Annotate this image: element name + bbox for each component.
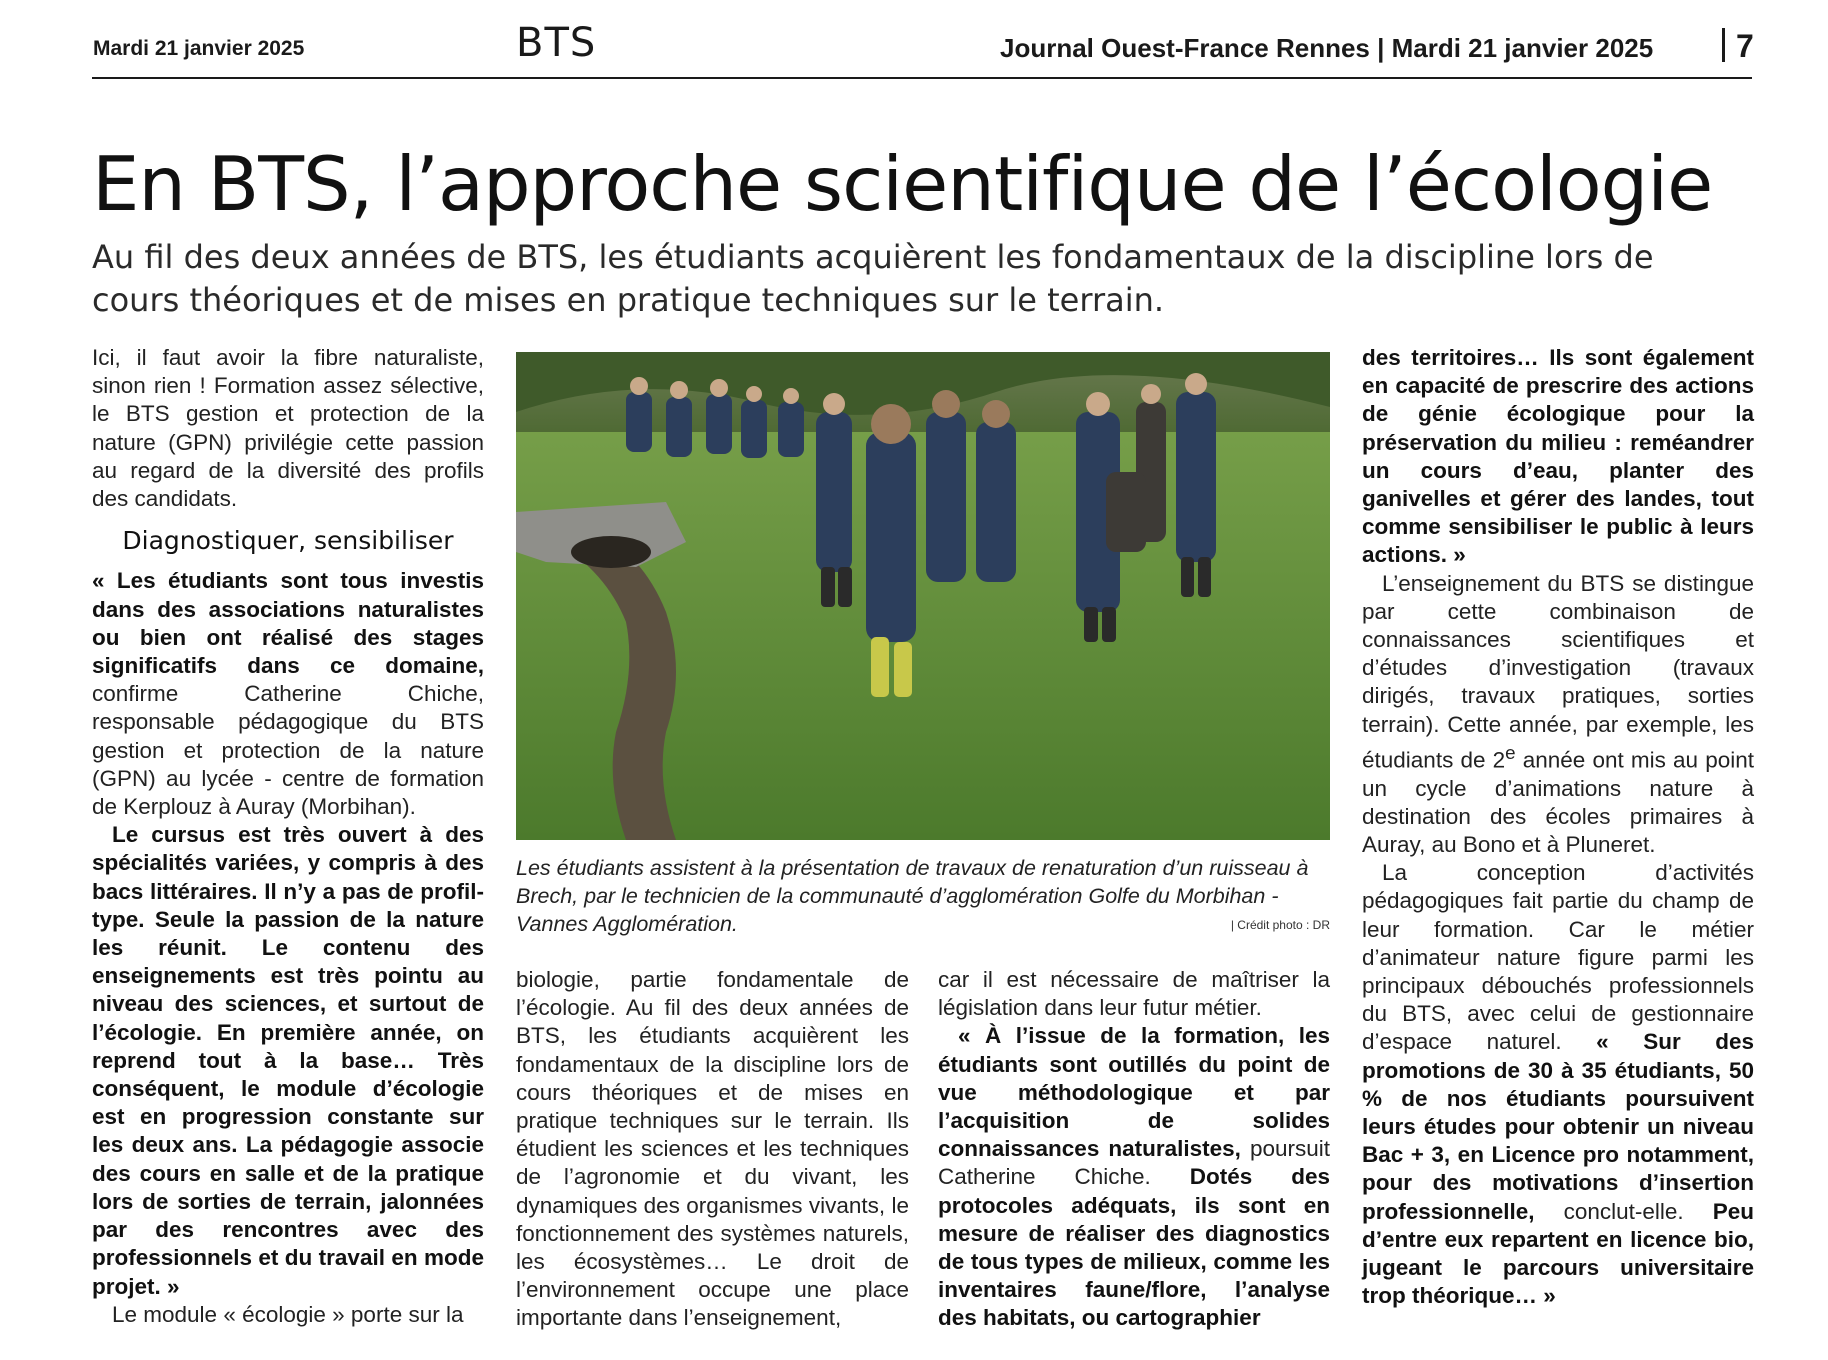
quote-text: « Les étudiants sont tous investis dans des associations naturalistes ou bien ont réalisé des stages significatifs dans ce domaine, <box>92 568 484 679</box>
quote-text: Dotés des protocoles adéquats, ils sont en mesure de réaliser des diagnostics de tous types de milieux, comme les inventaires faune/flore, l’analyse des habitats, ou cartographier <box>938 1164 1330 1331</box>
journal-name: Journal Ouest-France Rennes | Mardi 21 janvier 2025 <box>1000 33 1654 63</box>
header-separator <box>1722 28 1725 62</box>
quote-text: Peu d’entre eux repartent en licence bio, jugeant le parcours universitaire trop théorique… » <box>1362 1198 1754 1309</box>
superscript: e <box>1505 741 1516 763</box>
article-photo <box>516 352 1330 840</box>
intro-paragraph: Ici, il faut avoir la fibre naturaliste, sinon rien ! Formation assez sélective, le BTS gestion et protection de la nature (GPN) privilégie cette passion au regard de la diversité des profils des candidats. <box>92 345 484 512</box>
deck: Au fil des deux années de BTS, les étudiants acquièrent les fondamentaux de la discipline lors de cours théoriques et de mises en pratique techniques sur le terrain. <box>92 238 1654 319</box>
paragraph: biologie, partie fondamentale de l’écologie. Au fil des deux années de BTS, les étudiants acquièrent les fondamentaux de la discipline lors de cours théoriques et de mises en pratique techniques sur le terrain. Ils étudient les sciences et les techniques de l’agronomie et du vivant, les dynamiques des organismes vivants, le fonctionnement des systèmes naturels, les écosystèmes… Le droit de l’environnement occupe une place importante dans l’enseignement, <box>516 967 909 1331</box>
article-column-4 <box>1362 344 1754 1310</box>
body-text: conclut-elle. <box>1534 1198 1713 1224</box>
page-number: 7 <box>1736 28 1754 64</box>
quote-text: « À l’issue de la formation, les étudiants sont outillés du point de vue méthodologique et par l’acquisition de solides connaissances naturalistes, <box>938 1023 1330 1162</box>
body-text: L’enseignement du BTS se distingue par cette combinaison de connaissances scientifiques et d’études d’investigation (travaux dirigés, travaux pratiques, sorties terrain). Cette année, par exemple, les étudiants de 2 <box>1362 570 1754 773</box>
quote-paragraph: des territoires… Ils sont également en capacité de prescrire des actions de génie écologique pour la préservation du milieu : reméandrer un cours d’eau, planter des ganivelles et gérer des landes, tout comme sensibiliser le public à leurs actions. » <box>1362 345 1754 568</box>
article-column-1 <box>92 344 484 1329</box>
header-date: Mardi 21 janvier 2025 <box>93 37 305 60</box>
header-rule <box>92 77 1752 79</box>
body-text: année ont mis au point un cycle d’animations nature à destination des écoles primaires à Auray, au Bono et à Pluneret. <box>1362 747 1754 857</box>
paragraph: car il est nécessaire de maîtriser la législation dans leur futur métier. <box>938 967 1330 1021</box>
paragraph <box>1362 570 1754 860</box>
field-trip-photo <box>516 352 1330 840</box>
article-column-3 <box>938 966 1330 1333</box>
subheading: Diagnostiquer, sensibiliser <box>122 526 454 556</box>
body-text: poursuit Catherine Chiche. <box>938 1136 1330 1190</box>
body-text: La conception d’activités pédagogiques fait partie du champ de leur formation. Car le métier d’animateur nature figure parmi les principaux débouchés professionnels du BTS, avec celui de gestionnaire d’espace naturel. <box>1362 860 1754 1055</box>
quote-text: « Sur des promotions de 30 à 35 étudiants, 50 % de nos étudiants poursuivent leurs études pour obtenir un niveau Bac + 3, en Licence pro notamment, pour des motivations d’insertion professionnelle, <box>1362 1029 1754 1224</box>
culvert-opening <box>571 536 651 568</box>
paragraph <box>938 1022 1330 1332</box>
photo-credit: | Crédit photo : DR <box>1230 918 1330 932</box>
body-text: confirme Catherine Chiche, responsable pédagogique du BTS gestion et protection de la nature (GPN) au lycée - centre de formation de Kerplouz à Auray (Morbihan). <box>92 681 484 820</box>
headline: En BTS, l’approche scientifique de l’écologie <box>92 140 1713 228</box>
article-column-2 <box>516 966 909 1333</box>
paragraph <box>92 567 484 821</box>
quote-paragraph: Le cursus est très ouvert à des spécialités variées, y compris à des bacs littéraires. Il n’y a pas de profil-type. Seule la passion de la nature les réunit. Le contenu des enseignements est très pointu au niveau des sciences, et surtout de l’écologie. En première année, on reprend tout à la base… Très conséquent, le module d’écologie est en progression constante sur les deux ans. La pédagogie associe des cours en salle et de la pratique lors de sorties de terrain, jalonnées par des rencontres avec des professionnels et du travail en mode projet. » <box>92 822 484 1299</box>
paragraph: Le module « écologie » porte sur la <box>112 1301 464 1327</box>
photo-caption: Les étudiants assistent à la présentation de travaux de renaturation d’un ruisseau à Brech, par le technicien de la communauté d’agglomération Golfe du Morbihan - Vannes Agglomération. <box>516 856 1309 936</box>
section-label: BTS <box>516 20 597 66</box>
paragraph <box>1362 859 1754 1310</box>
